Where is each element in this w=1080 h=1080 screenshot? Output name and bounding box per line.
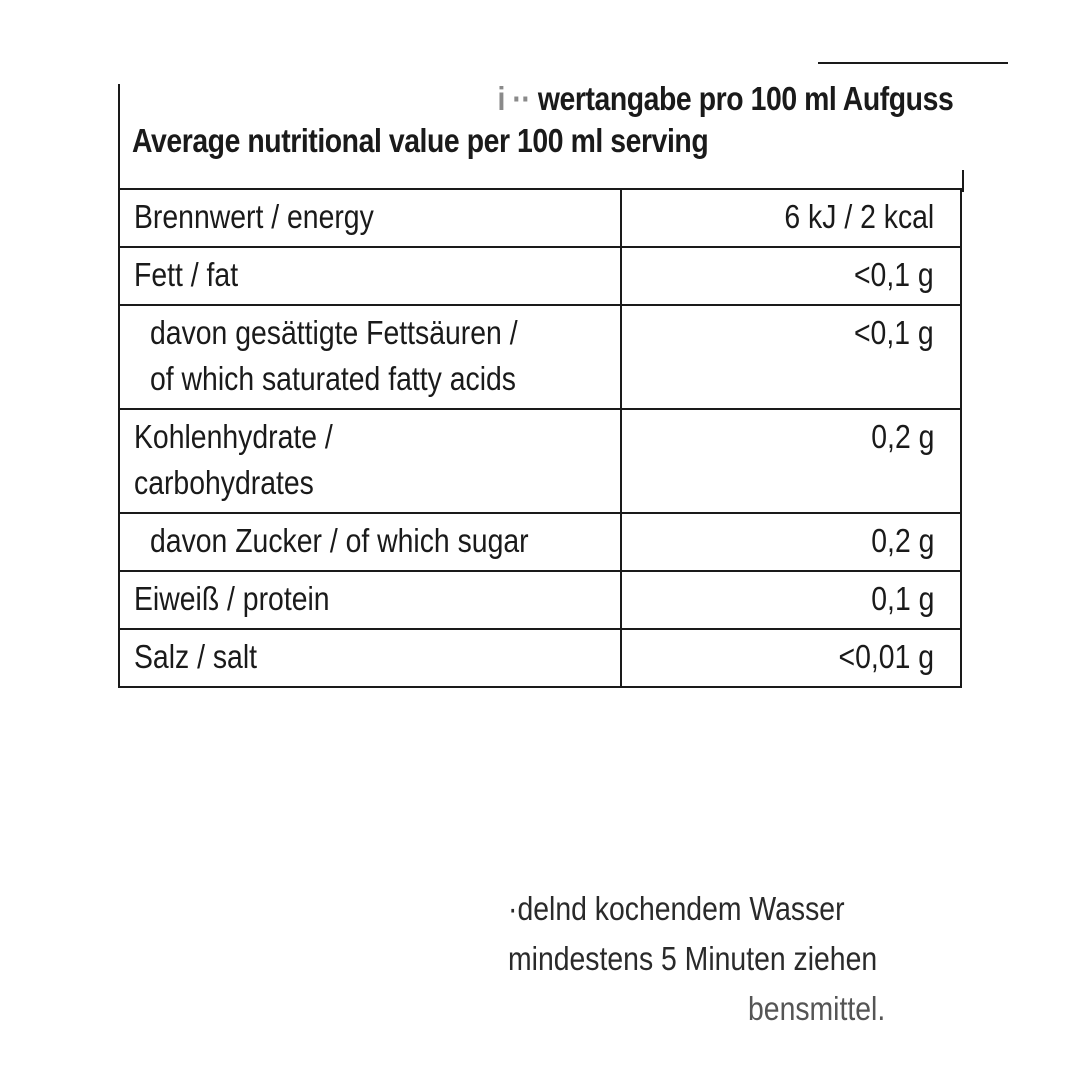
top-rule [818,62,1008,64]
nutrient-value: <0,1 g [621,247,961,305]
nutrient-name: Eiweiß / protein [119,571,621,629]
table-row [119,629,961,687]
nutrient-value: 0,2 g [621,409,961,513]
nutrient-name: Kohlenhydrate / carbohydrates [119,409,621,513]
nutrient-value: 0,2 g [621,513,961,571]
nutrient-value: 0,1 g [621,571,961,629]
preparation-line-2: mindestens 5 Minuten ziehen [508,940,878,977]
nutrient-name: Salz / salt [119,629,621,687]
table-row [119,247,961,305]
preparation-text [508,884,948,1034]
nutrition-table [118,188,962,688]
table-row [119,409,961,513]
table-row [119,305,961,409]
heading-german [132,78,953,120]
right-border-tick [962,170,964,192]
table-row [119,513,961,571]
nutrient-name: Fett / fat [119,247,621,305]
nutrient-value: <0,01 g [621,629,961,687]
nutrient-name: Brennwert / energy [119,189,621,247]
heading-german-faded: i ·· [497,80,531,117]
heading-english: Average nutritional value per 100 ml serving [132,122,709,159]
nutrient-name: davon gesättigte Fettsäuren / of which saturated fatty acids [119,305,621,409]
nutrient-value: <0,1 g [621,305,961,409]
preparation-line-1: ·delnd kochendem Wasser [508,890,845,927]
left-border [118,84,120,190]
nutrient-name: davon Zucker / of which sugar [119,513,621,571]
nutrition-label [118,62,964,692]
preparation-line-3: bensmittel. [748,990,886,1027]
table-row [119,571,961,629]
table-row [119,189,961,247]
nutrient-value: 6 kJ / 2 kcal [621,189,961,247]
heading-german-text: wertangabe pro 100 ml Aufguss [537,80,954,117]
nutrition-heading [132,78,954,162]
